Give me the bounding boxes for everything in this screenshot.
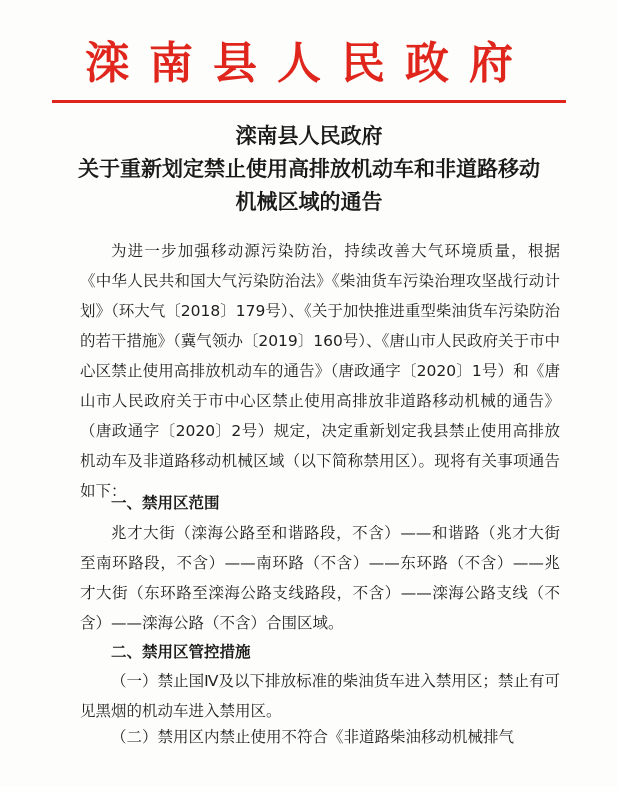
notice-title-line-1: 滦南县人民政府 (235, 123, 383, 148)
red-divider-line (52, 100, 566, 103)
section-2-item-2: （二）禁用区内禁止使用不符合《非道路柴油移动机械排气 (111, 728, 515, 746)
notice-title-line-2: 关于重新划定禁止使用高排放机动车和非道路移动 (78, 156, 540, 181)
masthead-title: 滦南县人民政府 (85, 38, 533, 89)
intro-paragraph: 为进一步加强移动源污染防治，持续改善大气环境质量，根据《中华人民共和国大气污染防治法》《柴油货车污染治理攻坚战行动计划》（环大气〔2018〕179号）、《关于加快推进重型柴油货车污染防治的若干措施》（冀气领办〔2019〕160号）、《唐山市人民政府关于市中心区禁止使用高排放机动车的通告》（唐政通字〔2020〕1号）和《唐山市人民政府关于市中心区禁止使用高排放非道路移动机械的通告》（唐政通字〔2020〕2号）规定，决定重新划定我县禁止使用高排放机动车及非道路移动机械区域（以下简称禁用区）。现将有关事项通告如下： (80, 242, 560, 500)
section-2-item-1: （一）禁止国Ⅳ及以下排放标准的柴油货车进入禁用区；禁止有可见黑烟的机动车进入禁用区。 (80, 672, 560, 720)
section-2-heading: 二、禁用区管控措施 (111, 643, 251, 661)
notice-title-line-3: 机械区域的通告 (235, 189, 383, 214)
section-1-body: 兆才大街（滦海公路至和谐路段，不含）——和谐路（兆才大街至南环路段，不含）——南环路（不含）——东环路（不含）——兆才大街（东环路至滦海公路支线路段，不含）——滦海公路支线（不含）——滦海公路（不含）合围区域。 (80, 524, 560, 632)
section-1-heading: 一、禁用区范围 (111, 494, 220, 512)
